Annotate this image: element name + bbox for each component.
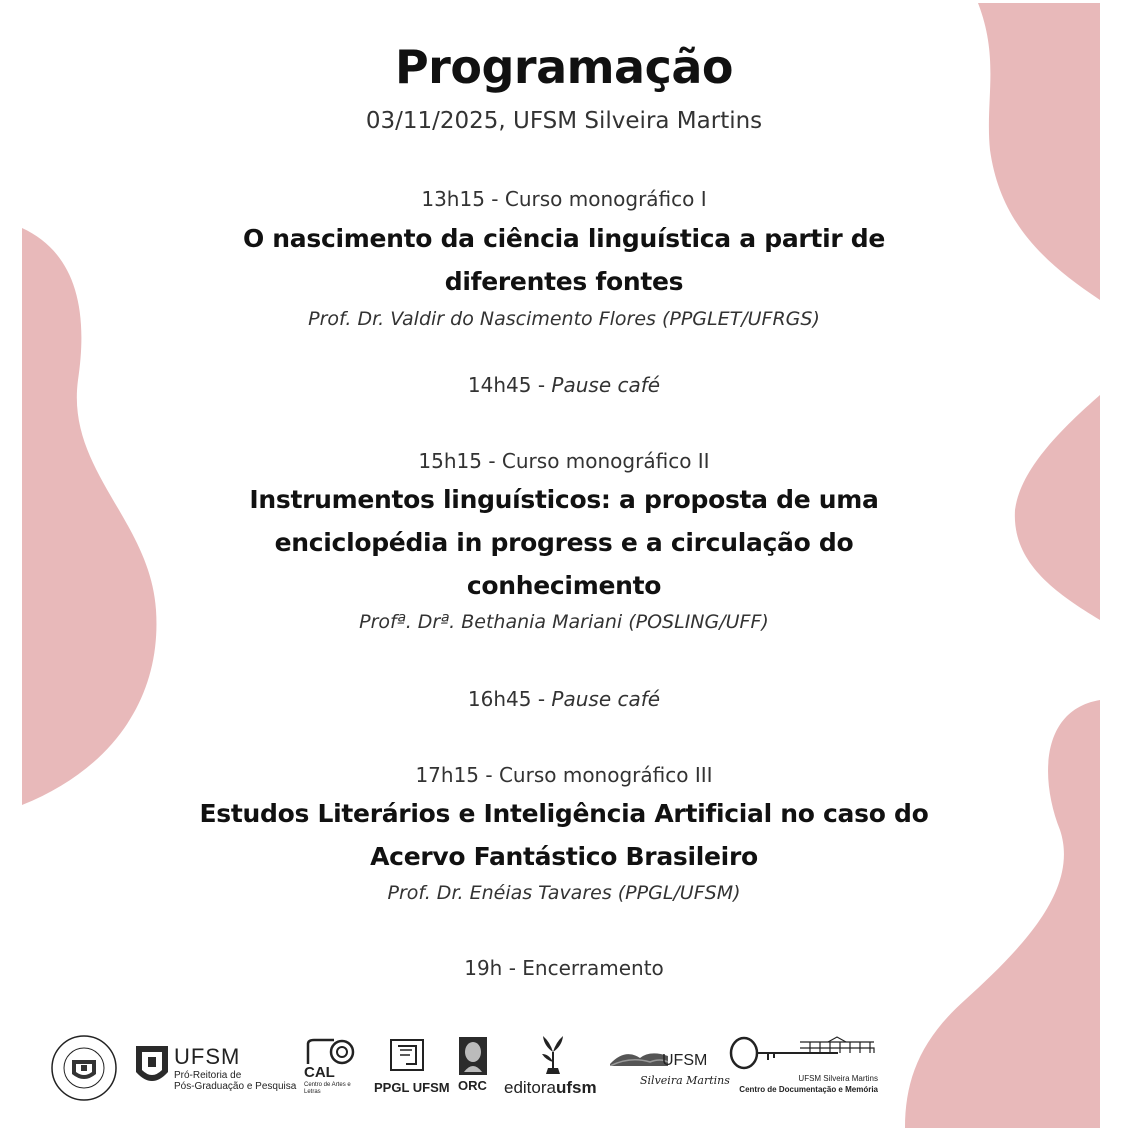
session-1-title-line-2: diferentes fontes (444, 267, 684, 296)
session-2-title-line-3: conhecimento (466, 571, 662, 600)
page-title: Programação (394, 40, 734, 94)
session-2-title-line-2: enciclopédia in progress e a circulação do (274, 528, 854, 557)
session-2-title-line-1: Instrumentos linguísticos: a proposta de uma (249, 485, 879, 514)
ufsm-seal-logo (50, 1034, 124, 1104)
pause-1-label: Pause café (551, 373, 661, 397)
cal-logo (304, 1034, 364, 1104)
cdm-key-building-icon (728, 1036, 878, 1070)
pause-2-label: Pause café (551, 687, 661, 711)
orc-text: ORC (458, 1078, 487, 1093)
session-2-speaker: Profª. Drª. Bethania Mariani (POSLING/UFF) (359, 611, 769, 633)
session-1-title-line-1: O nascimento da ciência linguística a partir de (242, 224, 886, 253)
session-1-time: 13h15 - Curso monográfico I (421, 187, 707, 211)
ppgl-text: PPGL UFSM (374, 1080, 450, 1095)
cdm-line-2: Centro de Documentação e Memória (739, 1085, 878, 1094)
ufsm-seal-icon (50, 1034, 118, 1102)
editora-plant-icon (538, 1034, 568, 1076)
editora-suffix: ufsm (555, 1078, 597, 1097)
ufsm-prpgp-logo (134, 1034, 297, 1104)
orc-logo (454, 1034, 494, 1104)
ppgl-book-icon (388, 1038, 428, 1074)
editora-text (504, 1078, 597, 1098)
prpgp-subtitle-1: Pró-Reitoria de (174, 1070, 242, 1081)
pause-1 (0, 373, 1128, 397)
sponsor-logos-row (50, 1034, 890, 1104)
session-3-title-line-1: Estudos Literários e Inteligência Artificial no caso do (199, 799, 929, 828)
cdm-logo (728, 1034, 890, 1104)
prpgp-ufsm-text: UFSM (174, 1044, 241, 1069)
pause-2 (0, 687, 1128, 711)
silveira-ufsm-text: UFSM (662, 1052, 708, 1069)
editora-ufsm-logo (504, 1034, 604, 1104)
cal-subtitle: Centro de Artes e Letras (304, 1082, 351, 1095)
cdm-line-1: UFSM Silveira Martins (798, 1074, 878, 1083)
cal-text: CAL (304, 1064, 335, 1081)
pause-2-time: 16h45 - (467, 687, 552, 711)
closing-time: 19h - Encerramento (464, 956, 664, 980)
editora-prefix: editora (504, 1078, 556, 1097)
ufsm-crest-icon (134, 1042, 170, 1092)
event-date-location: 03/11/2025, UFSM Silveira Martins (365, 108, 763, 134)
session-2-time: 15h15 - Curso monográfico II (418, 449, 710, 473)
session-1-speaker: Prof. Dr. Valdir do Nascimento Flores (PPGLET/UFRGS) (308, 308, 820, 330)
silveira-hills-icon (610, 1044, 670, 1066)
ufsm-silveira-martins-logo (610, 1034, 730, 1104)
pause-1-time: 14h45 - (467, 373, 552, 397)
silveira-subtitle: Silveira Martins (640, 1074, 730, 1087)
session-3-speaker: Prof. Dr. Enéias Tavares (PPGL/UFSM) (387, 882, 741, 904)
orc-portrait-icon (458, 1036, 488, 1076)
session-3-title-line-2: Acervo Fantástico Brasileiro (370, 842, 758, 871)
session-3-time: 17h15 - Curso monográfico III (415, 763, 713, 787)
ppgl-ufsm-logo (374, 1034, 450, 1104)
prpgp-subtitle-2: Pós-Graduação e Pesquisa (174, 1081, 297, 1092)
